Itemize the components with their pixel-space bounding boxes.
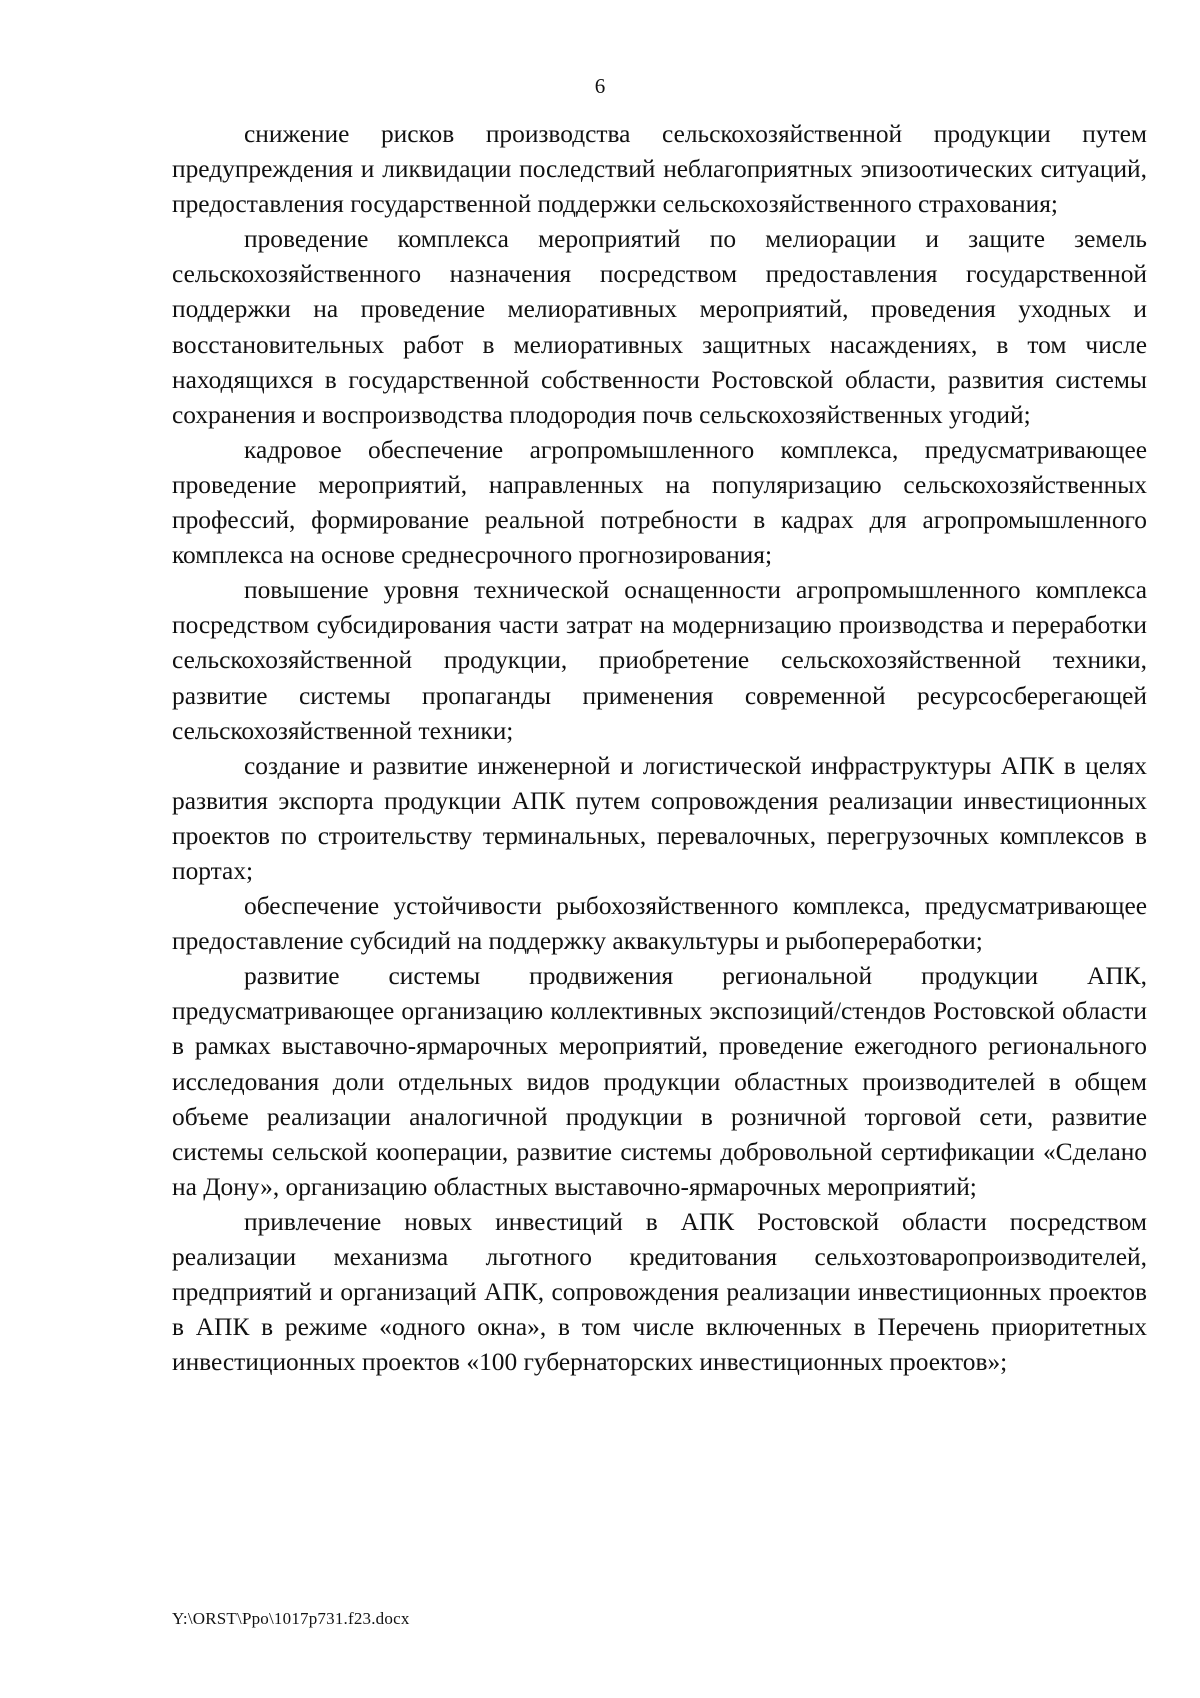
paragraph-staffing: кадровое обеспечение агропромышленного комплекса, предусматривающее проведение мероприятий, направленных на популяризацию сельскохозяйственных профессий, формирование реальной потребности в кадрах для агропромышленного комплекса на основе среднесрочного прогнозирования; (172, 435, 1147, 570)
footer-file-path: Y:\ORST\Ppo\1017p731.f23.docx (172, 1609, 410, 1628)
page-number: 6 (594, 74, 606, 98)
paragraph-infrastructure: создание и развитие инженерной и логистической инфраструктуры АПК в целях развития экспорта продукции АПК путем сопровождения реализации инвестиционных проектов по строительству терминальных, перевалочных, перегрузочных комплексов в портах; (172, 751, 1147, 885)
paragraph-land-melioration: проведение комплекса мероприятий по мелиорации и защите земель сельскохозяйственного назначения посредством предоставления государственной поддержки на проведение мелиоративных мероприятий, проведения уходных и восстановительных работ в мелиоративных защитных насаждениях, в том числе находящихся в государственной собственности Ростовской области, развития системы сохранения и воспроизводства плодородия почв сельскохозяйственных угодий; (172, 225, 1147, 429)
paragraph-investments: привлечение новых инвестиций в АПК Ростовской области посредством реализации механизма льготного кредитования сельхозтоваропроизводителей, предприятий и организаций АПК, сопровождения реализации инвестиционных проектов в АПК в режиме «одного окна», в том числе включенных в Перечень приоритетных инвестиционных проектов «100 губернаторских инвестиционных проектов»; (172, 1207, 1147, 1377)
paragraph-fishery: обеспечение устойчивости рыбохозяйственного комплекса, предусматривающее предоставление субсидий на поддержку аквакультуры и рыбопереработки; (172, 892, 1147, 956)
document-body (172, 117, 1147, 1380)
paragraph-technical-equipment: повышение уровня технической оснащенности агропромышленного комплекса посредством субсидирования части затрат на модернизацию производства и переработки сельскохозяйственной продукции, приобретение сельскохозяйственной техники, развитие системы пропаганды применения современной ресурсосберегающей сельскохозяйственной техники; (172, 576, 1147, 745)
paragraph-agri-risk-reduction: снижение рисков производства сельскохозяйственной продукции путем предупреждения и ликвидации последствий неблагоприятных эпизоотических ситуаций, предоставления государственной поддержки сельскохозяйственного страхования; (172, 120, 1147, 219)
paragraph-regional-promotion: развитие системы продвижения региональной продукции АПК, предусматривающее организацию коллективных экспозиций/стендов Ростовской области в рамках выставочно-ярмарочных мероприятий, проведение ежегодного регионального исследования доли отдельных видов продукции областных производителей в общем объеме реализации аналогичной продукции в розничной торговой сети, развитие системы сельской кооперации, развитие системы добровольной сертификации «Сделано на Дону», организацию областных выставочно-ярмарочных мероприятий; (172, 962, 1147, 1201)
